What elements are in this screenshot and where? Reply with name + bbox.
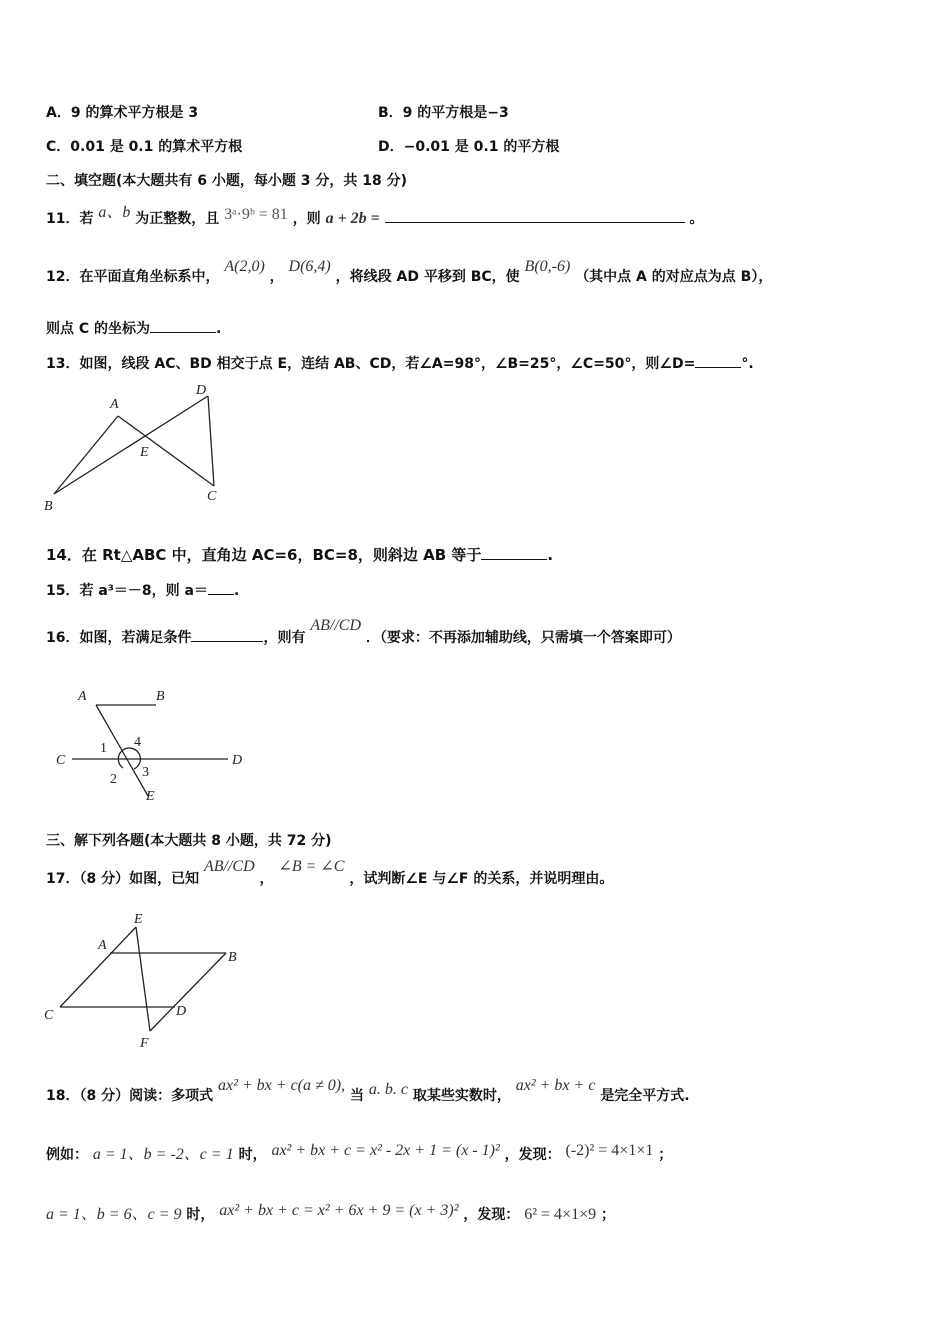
ex1-label: 例如： — [46, 1147, 88, 1163]
q17-expr2: ∠B = ∠C — [278, 858, 345, 875]
q14-answer-blank[interactable] — [481, 545, 547, 560]
q17-text2: ，试判断∠E 与∠F 的关系，并说明理由。 — [349, 871, 614, 887]
q12-line2a: 则点 C 的坐标为 — [46, 321, 151, 337]
q11-answer-blank[interactable] — [385, 208, 685, 223]
fig17-label-b: B — [228, 950, 237, 965]
q18-text4: 是完全平方式. — [600, 1088, 690, 1104]
fig17-label-e: E — [134, 912, 143, 927]
example-2 — [46, 1202, 615, 1224]
fig13-label-c: C — [207, 489, 217, 504]
section-2-title: 二、填空题(本大题共有 6 小题，每小题 3 分，共 18 分) — [46, 173, 408, 189]
ex1-found: ，发现： — [504, 1147, 561, 1163]
q18-expr1: ax² + bx + c(a ≠ 0), — [217, 1077, 346, 1094]
ex2-expression: ax² + bx + c = x² + 6x + 9 = (x + 3)² — [219, 1202, 459, 1219]
ex2-found: ，发现： — [463, 1207, 520, 1223]
q13-text: 13．如图，线段 AC、BD 相交于点 E，连结 AB、CD，若∠A=98°，∠B=25°，∠C=50°，则∠D= — [46, 356, 696, 372]
q12-point-a: A(2,0) — [224, 258, 265, 275]
q14-text: 14．在 Rt△ABC 中，直角边 AC=6，BC=8，则斜边 AB 等于 — [46, 546, 482, 564]
q13-answer-blank[interactable] — [695, 353, 741, 368]
fig13-segment-ac — [118, 416, 214, 486]
q15-end: . — [234, 583, 240, 599]
q12-text2: （其中点 A 的对应点为点 B）， — [575, 269, 773, 285]
q17-sep: ， — [259, 871, 274, 887]
q12-point-d: D(6,4) — [288, 258, 331, 275]
fig13-label-d: D — [196, 383, 207, 398]
question-18 — [46, 1077, 690, 1105]
question-16 — [46, 617, 681, 647]
q11-expr: 3ᵃ·9ᵇ = 81 — [224, 206, 288, 223]
fig17-line-fb — [150, 953, 226, 1031]
fig16-label-4: 4 — [134, 735, 141, 750]
q10-option-d: D．−0.01 是 0.1 的平方根 — [378, 139, 560, 155]
q10-option-c: C．0.01 是 0.1 的算术平方根 — [46, 139, 243, 155]
figure-16 — [50, 682, 260, 807]
q12-line2b: . — [216, 321, 222, 337]
fig17-label-f: F — [140, 1036, 149, 1051]
q16-text1: 16．如图，若满足条件 — [46, 630, 192, 646]
q10-option-b: B．9 的平方根是−3 — [378, 105, 509, 121]
q12-answer-blank[interactable] — [150, 318, 216, 333]
figure-13 — [40, 378, 240, 518]
ex2-check: 6² = 4×1×9 — [524, 1206, 597, 1223]
fig13-segment-dc — [208, 396, 214, 486]
fig13-segment-ba — [54, 416, 118, 494]
ex1-when: 时， — [238, 1147, 267, 1163]
q18-text3: 取某些实数时， — [412, 1088, 511, 1104]
q17-text1: 17．（8 分）如图，已知 — [46, 871, 200, 887]
q16-text2: ，则有 — [263, 630, 306, 646]
fig16-label-2: 2 — [110, 772, 117, 787]
question-12 — [46, 258, 773, 286]
q15-answer-blank[interactable] — [208, 580, 234, 595]
q10-option-a: A．9 的算术平方根是 3 — [46, 105, 199, 121]
q11-vars: a、b — [98, 204, 131, 221]
q11-num: 11．若 — [46, 211, 94, 227]
question-13 — [46, 353, 754, 373]
fig16-label-d: D — [232, 753, 243, 768]
fig16-label-1: 1 — [100, 741, 107, 756]
q13-end: °. — [741, 356, 754, 372]
q18-text2: 当 — [350, 1088, 364, 1104]
question-17 — [46, 858, 614, 888]
ex2-when: 时， — [186, 1207, 215, 1223]
question-15 — [46, 580, 239, 600]
q16-text3: ．（要求：不再添加辅助线，只需填一个答案即可） — [365, 630, 681, 646]
q18-text1: 18．（8 分）阅读：多项式 — [46, 1088, 214, 1104]
q12-sep: ， — [269, 269, 284, 285]
fig16-label-b: B — [156, 689, 165, 704]
question-14 — [46, 545, 553, 564]
q12-text1: ，将线段 AD 平移到 BC，使 — [335, 269, 520, 285]
q12-point-b: B(0,-6) — [524, 258, 571, 275]
q16-answer-blank[interactable] — [191, 627, 263, 642]
q18-expr2: a. b. c — [368, 1081, 408, 1098]
fig17-label-c: C — [44, 1008, 54, 1023]
question-11 — [46, 204, 704, 228]
question-12-line2 — [46, 318, 221, 338]
ex2-end: ； — [600, 1207, 615, 1223]
ex1-values: a = 1、b = -2、c = 1 — [92, 1146, 234, 1163]
q18-expr3: ax² + bx + c — [515, 1077, 596, 1094]
fig16-label-a: A — [78, 689, 87, 704]
q17-expr1: AB//CD — [203, 858, 255, 875]
fig13-label-e: E — [140, 445, 149, 460]
section-3-title: 三、解下列各题(本大题共 8 小题，共 72 分) — [46, 833, 332, 849]
fig16-label-3: 3 — [142, 765, 149, 780]
figure-17 — [40, 905, 250, 1055]
example-1 — [46, 1142, 673, 1164]
fig16-label-e: E — [146, 789, 155, 804]
q11-text1: 为正整数，且 — [135, 211, 220, 227]
fig16-label-c: C — [56, 753, 66, 768]
q16-expr: AB//CD — [310, 617, 362, 634]
q11-end: 。 — [689, 211, 704, 227]
ex1-end: ； — [658, 1147, 673, 1163]
fig13-label-a: A — [110, 397, 119, 412]
q11-text2: ，则 — [292, 211, 321, 227]
q11-target: a + 2b = — [325, 210, 380, 227]
ex2-values: a = 1、b = 6、c = 9 — [46, 1206, 182, 1223]
q15-text: 15．若 a³＝－8，则 a＝ — [46, 583, 208, 599]
fig17-line-ef — [136, 927, 150, 1031]
q12-num: 12．在平面直角坐标系中， — [46, 269, 220, 285]
fig17-label-d: D — [176, 1004, 187, 1019]
ex1-check: (-2)² = 4×1×1 — [565, 1142, 654, 1159]
q14-end: . — [547, 546, 554, 564]
ex1-expression: ax² + bx + c = x² - 2x + 1 = (x - 1)² — [271, 1142, 500, 1159]
fig13-segment-bd — [54, 396, 208, 494]
fig17-label-a: A — [98, 938, 107, 953]
fig13-label-b: B — [44, 499, 53, 514]
